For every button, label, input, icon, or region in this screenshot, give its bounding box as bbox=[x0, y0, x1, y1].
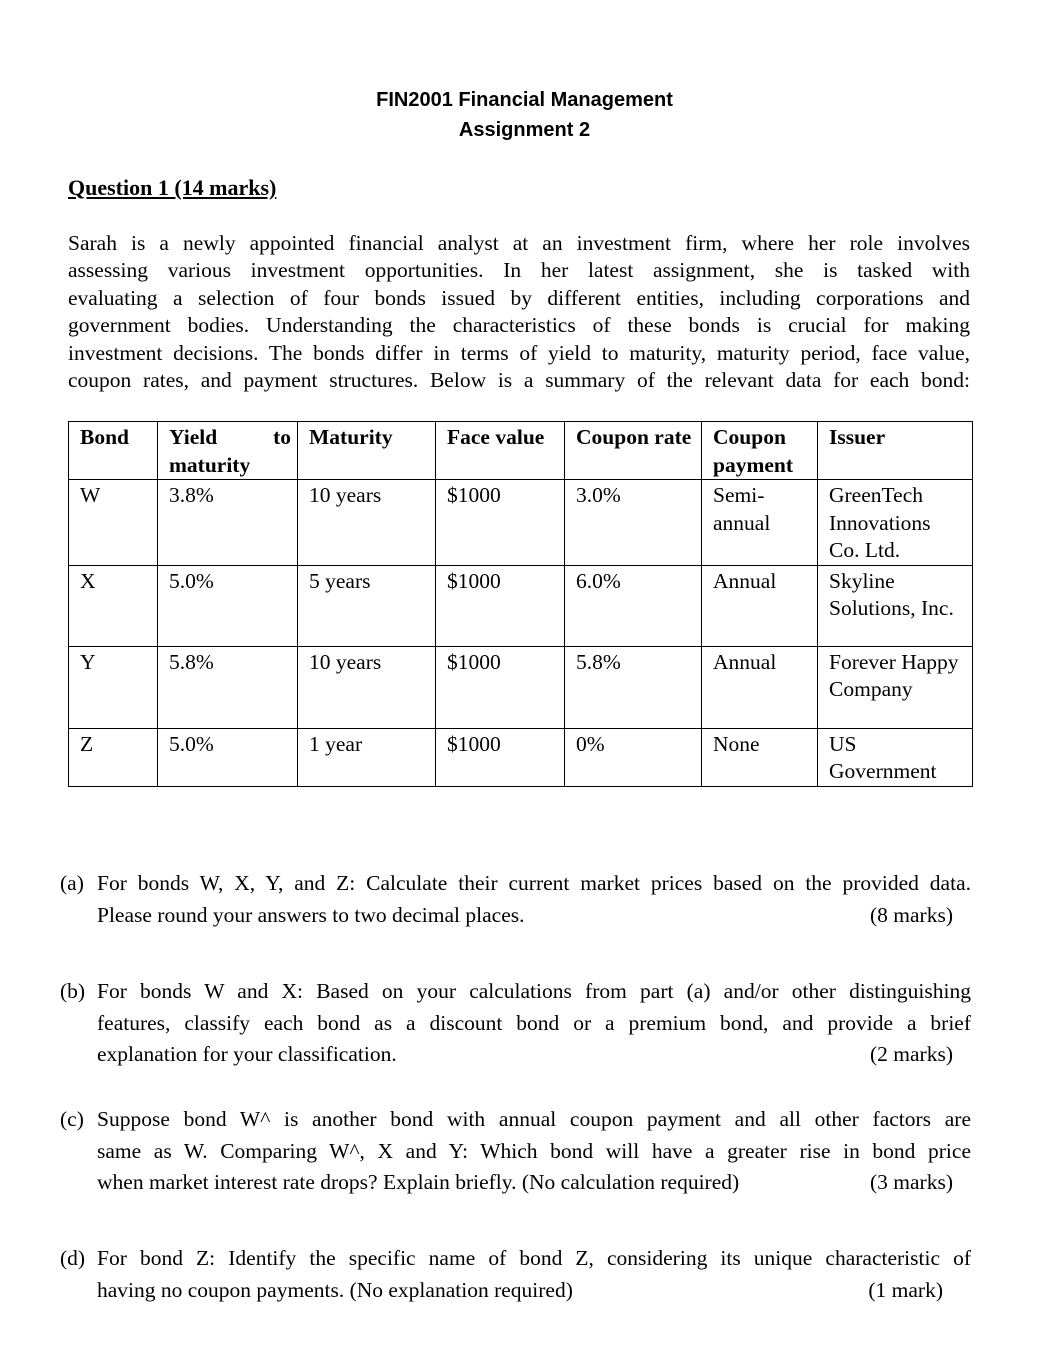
header-coupon-rate: Coupon rate bbox=[565, 422, 702, 480]
part-label: (c) bbox=[60, 1107, 84, 1131]
cell-yield: 5.8% bbox=[158, 646, 298, 728]
cell-coupon-rate: 3.0% bbox=[565, 480, 702, 566]
cell-coupon-rate: 5.8% bbox=[565, 646, 702, 728]
cell-bond: X bbox=[69, 565, 158, 646]
part-label: (d) bbox=[60, 1246, 86, 1270]
assignment-title: Assignment 2 bbox=[458, 119, 591, 141]
question-intro bbox=[68, 230, 970, 394]
cell-yield: 5.0% bbox=[158, 565, 298, 646]
part-line: Suppose bond W^ is another bond with annual coupon payment and all other factors are bbox=[97, 1107, 971, 1131]
table-header-row bbox=[69, 422, 973, 480]
intro-line: assessing various investment opportunities. In her latest assignment, she is tasked with bbox=[68, 258, 970, 283]
cell-coupon-rate: 0% bbox=[565, 728, 702, 786]
table-row bbox=[69, 480, 973, 566]
part-line: For bonds W and X: Based on your calculations from part (a) and/or other distinguishing bbox=[97, 979, 971, 1003]
course-title: FIN2001 Financial Management bbox=[376, 89, 673, 111]
cell-coupon-rate: 6.0% bbox=[565, 565, 702, 646]
part-a bbox=[60, 868, 971, 931]
cell-maturity: 10 years bbox=[298, 646, 436, 728]
table-row bbox=[69, 728, 973, 786]
cell-yield: 5.0% bbox=[158, 728, 298, 786]
intro-line: evaluating a selection of four bonds issued by different entities, including corporations and bbox=[68, 285, 970, 310]
question-title: Question 1 (14 marks) bbox=[68, 175, 277, 200]
part-marks: (8 marks) bbox=[870, 902, 953, 927]
header-issuer: Issuer bbox=[818, 422, 973, 480]
part-line: same as W. Comparing W^, X and Y: Which bond will have a greater rise in bond price bbox=[97, 1138, 971, 1163]
part-line: Please round your answers to two decimal places. bbox=[97, 902, 525, 927]
table-row bbox=[69, 646, 973, 728]
cell-coupon-payment: Annual bbox=[702, 565, 818, 646]
part-marks: (2 marks) bbox=[870, 1042, 953, 1066]
part-line: For bonds W, X, Y, and Z: Calculate their current market prices based on the provided data. bbox=[97, 871, 971, 895]
part-line: features, classify each bond as a discount bond or a premium bond, and provide a brief bbox=[97, 1010, 971, 1035]
part-line: when market interest rate drops? Explain briefly. (No calculation required) bbox=[97, 1170, 740, 1194]
part-line: explanation for your classification. bbox=[97, 1042, 397, 1066]
part-label: (b) bbox=[60, 979, 86, 1003]
part-marks: (1 mark) bbox=[868, 1277, 943, 1302]
cell-face-value: $1000 bbox=[436, 480, 565, 566]
cell-face-value: $1000 bbox=[436, 646, 565, 728]
cell-maturity: 5 years bbox=[298, 565, 436, 646]
cell-maturity: 1 year bbox=[298, 728, 436, 786]
part-label: (a) bbox=[60, 871, 84, 895]
table-row bbox=[69, 565, 973, 646]
cell-bond: W bbox=[69, 480, 158, 566]
cell-issuer: Forever Happy Company bbox=[818, 646, 973, 728]
part-d bbox=[60, 1243, 971, 1306]
intro-line: investment decisions. The bonds differ in terms of yield to maturity, maturity period, face value, bbox=[68, 340, 970, 365]
part-b bbox=[60, 976, 971, 1071]
cell-coupon-payment: None bbox=[702, 728, 818, 786]
part-c bbox=[60, 1104, 971, 1199]
header-yield-to-maturity: Yield to maturity bbox=[158, 422, 298, 480]
cell-bond: Y bbox=[69, 646, 158, 728]
cell-yield: 3.8% bbox=[158, 480, 298, 566]
cell-issuer: US Government bbox=[818, 728, 973, 786]
intro-line: government bodies. Understanding the characteristics of these bonds is crucial for making bbox=[68, 313, 970, 338]
bond-data-table bbox=[68, 421, 973, 787]
cell-coupon-payment: Semi-annual bbox=[702, 480, 818, 566]
part-line: having no coupon payments. (No explanation required) bbox=[97, 1277, 573, 1302]
cell-face-value: $1000 bbox=[436, 565, 565, 646]
intro-line: coupon rates, and payment structures. Below is a summary of the relevant data for each bond: bbox=[68, 368, 970, 393]
part-line: For bond Z: Identify the specific name of bond Z, considering its unique characteristic of bbox=[97, 1246, 971, 1270]
header-maturity: Maturity bbox=[298, 422, 436, 480]
part-marks: (3 marks) bbox=[870, 1170, 953, 1194]
cell-issuer: Skyline Solutions, Inc. bbox=[818, 565, 973, 646]
header-face-value: Face value bbox=[436, 422, 565, 480]
header-bond: Bond bbox=[69, 422, 158, 480]
header-coupon-payment: Coupon payment bbox=[702, 422, 818, 480]
intro-line: Sarah is a newly appointed financial analyst at an investment firm, where her role involves bbox=[68, 231, 970, 255]
cell-issuer: GreenTech Innovations Co. Ltd. bbox=[818, 480, 973, 566]
cell-maturity: 10 years bbox=[298, 480, 436, 566]
cell-coupon-payment: Annual bbox=[702, 646, 818, 728]
cell-face-value: $1000 bbox=[436, 728, 565, 786]
cell-bond: Z bbox=[69, 728, 158, 786]
